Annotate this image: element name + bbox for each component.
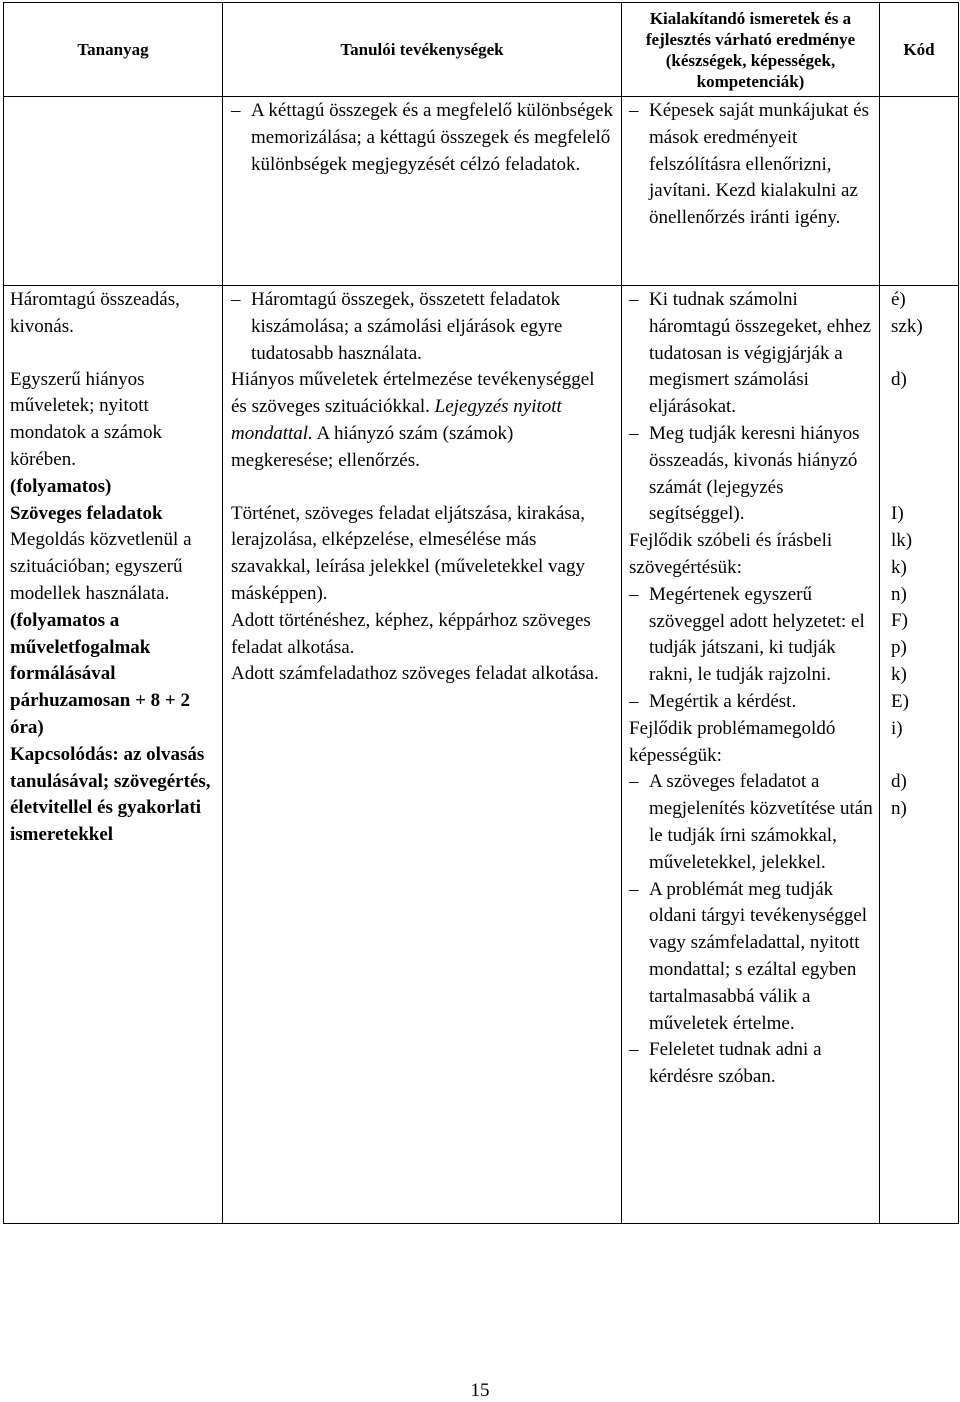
dash-bullet: – xyxy=(629,878,639,900)
outcome-cell-1 xyxy=(622,97,880,286)
code-item: i) xyxy=(891,717,903,739)
outcome-heading: Fejlődik szóbeli és írásbeli szövegértésük: xyxy=(629,530,833,578)
topic-cell-1 xyxy=(4,97,223,286)
list-item xyxy=(629,421,873,528)
code-item: F) xyxy=(891,610,908,632)
code-item: k) xyxy=(891,663,907,685)
activity-text: Adott számfeladathoz szöveges feladat alkotása. xyxy=(231,663,599,685)
activity-text: Lejegyzés nyitott mondattal. xyxy=(231,396,562,444)
outcome-text: Ki tudnak számolni háromtagú összegeket, ehhez tudatosan is végigjárják a megismert számolási eljárásokat. xyxy=(649,289,872,418)
code-item: k) xyxy=(891,556,907,578)
activity-cell-2 xyxy=(223,286,622,1224)
outcome-heading: Fejlődik problémamegoldó képességük: xyxy=(629,717,836,766)
code-cell-2 xyxy=(880,286,959,1224)
code-item: E) xyxy=(891,690,909,712)
activity-text: Háromtagú összegek, összetett feladatok kiszámolása; a számolási eljárások egyre tudatosabb használata. xyxy=(251,289,563,364)
code-item: p) xyxy=(891,637,907,659)
list-item xyxy=(629,582,873,689)
header-row xyxy=(4,3,959,97)
topic-link: Kapcsolódás: az olvasás tanulásával; szövegértés, életvitellel és gyakorlati ismeretekkel xyxy=(10,743,211,846)
topic-text: Egyszerű hiányos műveletek; nyitott mondatok a számok körében. xyxy=(10,368,162,470)
topic-text: (folyamatos) xyxy=(10,475,112,497)
activity-text: A hiányzó szám (számok) megkeresése; ellenőrzés. xyxy=(231,422,514,471)
code-item xyxy=(891,341,956,368)
outcome-text: A problémát meg tudják oldani tárgyi tevékenységgel vagy számfeladattal, nyitott mondattal; s ezáltal egyben tartalmasabbá válik a műveletek értelme. xyxy=(649,878,868,1034)
list-item xyxy=(629,1037,873,1091)
code-list xyxy=(891,501,956,823)
code-item: d) xyxy=(891,369,907,391)
outcome-text: Képesek saját munkájukat és mások eredményeit felszólításra ellenőrizni, javítani. xyxy=(649,100,870,202)
list-item xyxy=(231,287,613,367)
header-kod: Kód xyxy=(880,3,959,97)
activity-text: Hiányos műveletek értelmezése tevékenységgel és szöveges szituációkkal. xyxy=(231,369,595,418)
dash-bullet: – xyxy=(231,100,241,121)
code-item xyxy=(891,742,956,769)
topic-text: Megoldás közvetlenül a szituációban; egyszerű modellek használata. xyxy=(10,529,192,604)
list-item xyxy=(629,769,873,876)
activity-text: Történet, szöveges feladat eljátszása, kirakása, lerajzolása, elképzelése, elmesélése más szavakkal, leírása jelekkel (műveletekkel vagy másképpen). xyxy=(231,502,585,604)
topic-cell-2 xyxy=(4,286,223,1224)
curriculum-table xyxy=(3,2,959,1224)
code-item: I) xyxy=(891,503,904,525)
list-item xyxy=(231,98,613,178)
dash-bullet: – xyxy=(629,1039,639,1061)
list-item xyxy=(629,689,873,716)
code-item: n) xyxy=(891,583,907,605)
code-item: n) xyxy=(891,797,907,819)
activity-text: A kéttagú összegek és a megfelelő különbségek memorizálása; a kéttagú összegek és megfelelő különbségek megjegyzését célzó feladatok. xyxy=(251,100,613,175)
page-number: 15 xyxy=(470,1380,490,1401)
outcome-text: Feleletet tudnak adni a kérdésre szóban. xyxy=(649,1039,822,1088)
topic-heading: Szöveges feladatok xyxy=(10,502,163,524)
activity-text: Adott történéshez, képhez, képpárhoz szöveges feladat alkotása. xyxy=(231,609,591,658)
outcome-text: Kezd kialakulni az önellenőrzés iránti igény. xyxy=(649,180,858,229)
list-item xyxy=(629,98,873,232)
dash-bullet: – xyxy=(231,289,241,310)
activity-paragraph xyxy=(231,367,613,474)
dash-bullet: – xyxy=(629,771,639,793)
code-item: é) xyxy=(891,289,906,310)
code-list xyxy=(891,287,956,394)
outcome-cell-2 xyxy=(622,286,880,1224)
code-item: szk) xyxy=(891,315,923,337)
topic-text: Háromtagú összeadás, kivonás. xyxy=(10,289,180,337)
outcome-text: A szöveges feladatot a megjelenítés közvetítése után le tudják írni számokkal, műveletekkel, jelekkel. xyxy=(649,771,873,873)
dash-bullet: – xyxy=(629,422,639,444)
dash-bullet: – xyxy=(629,690,639,712)
list-item xyxy=(629,877,873,1038)
code-item: lk) xyxy=(891,529,913,551)
list-item xyxy=(629,287,873,421)
outcome-text: Megértenek egyszerű szöveggel adott helyzetet: el tudják játszani, ki tudják rakni, le tudják rajzolni. xyxy=(649,583,865,686)
dash-bullet: – xyxy=(629,583,639,605)
outcome-text: Meg tudják keresni hiányos összeadás, kivonás hiányzó számát (lejegyzés segítséggel). xyxy=(649,422,860,525)
header-tananyag: Tananyag xyxy=(4,3,223,97)
table-row xyxy=(4,97,959,286)
table-row xyxy=(4,286,959,1224)
dash-bullet: – xyxy=(629,100,639,121)
code-item: d) xyxy=(891,771,907,793)
topic-text: (folyamatos a műveletfogalmak formálásával párhuzamosan + 8 + 2 óra) xyxy=(10,609,191,738)
outcome-text: Megértik a kérdést. xyxy=(649,690,797,712)
activity-cell-1 xyxy=(223,97,622,286)
dash-bullet: – xyxy=(629,289,639,310)
code-cell-1 xyxy=(880,97,959,286)
header-kialakitando: Kialakítandó ismeretek és a fejlesztés várható eredménye (készségek, képességek, kompetenciák) xyxy=(622,3,880,97)
header-tanuloi-tevekenysegek: Tanulói tevékenységek xyxy=(223,3,622,97)
